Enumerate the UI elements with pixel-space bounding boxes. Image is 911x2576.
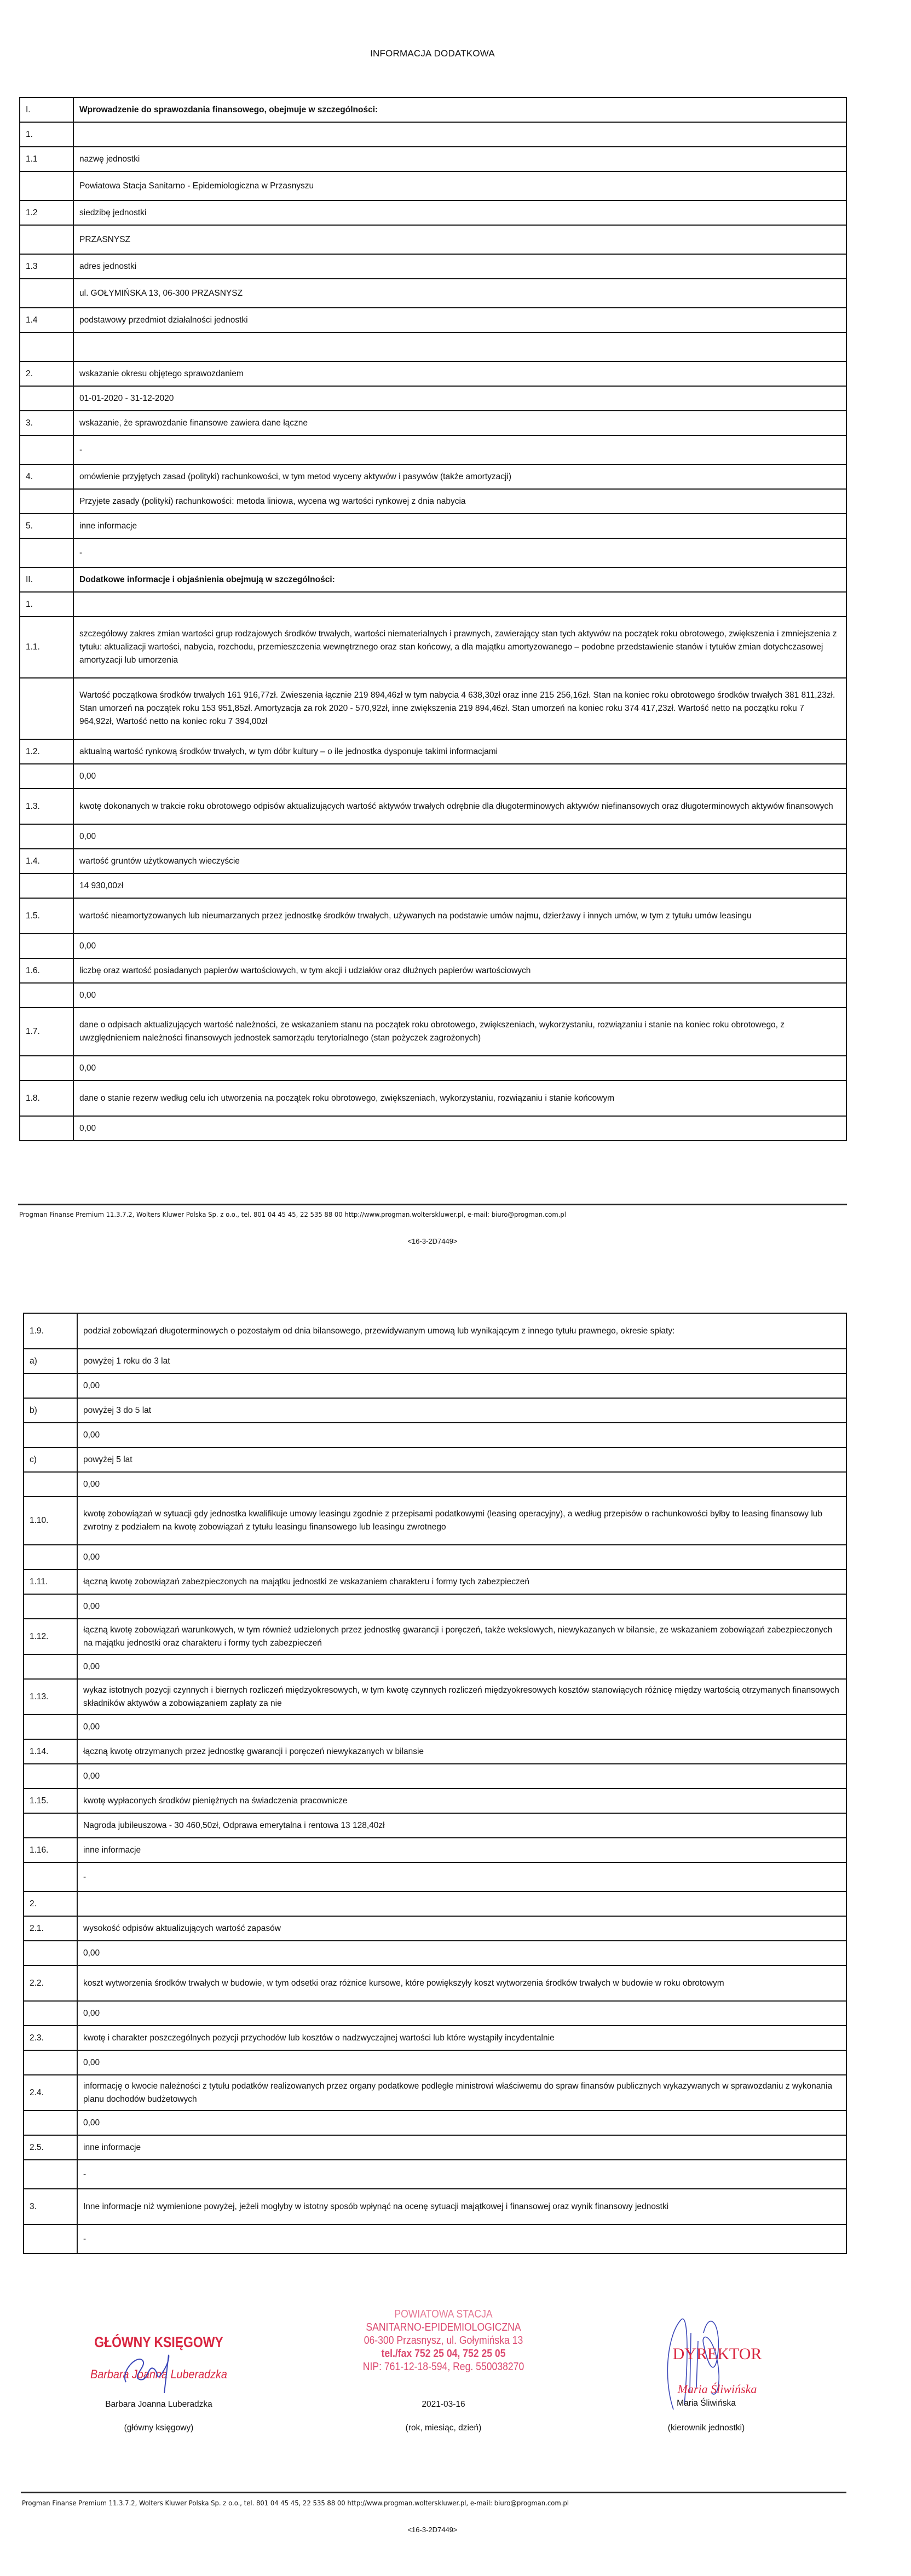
item-row: [24, 1679, 846, 1715]
director-role: (kierownik jednostki): [667, 2423, 745, 2433]
item-number: [20, 171, 73, 200]
value-row: [20, 225, 846, 254]
item-row: [24, 1965, 846, 2001]
value-row: [20, 1056, 846, 1080]
item-row: [20, 122, 846, 147]
value-row: [24, 1941, 846, 1965]
item-number: 1.3.: [20, 789, 73, 824]
stamp-line-2: SANITARNO-EPIDEMIOLOGICZNA: [366, 2321, 521, 2333]
item-number: 5.: [20, 514, 73, 538]
item-text: 01-01-2020 - 31-12-2020: [73, 386, 846, 411]
item-text: wartość nieamortyzowanych lub nieumarzanych przez jednostkę środków trwałych, używanych na podstawie umów najmu, dzierżawy i innych umów, w tym z tytułu umów leasingu: [73, 898, 846, 934]
item-text: [73, 332, 846, 361]
item-number: [20, 1056, 73, 1080]
item-number: [20, 1116, 73, 1141]
item-row: [24, 1838, 846, 1862]
item-row: [24, 1891, 846, 1916]
director-stamp-name: Maria Śliwińska: [677, 2382, 757, 2396]
item-row: [24, 1569, 846, 1594]
section-header-row: [20, 97, 846, 122]
item-number: 1.2.: [20, 739, 73, 764]
item-text: 0,00: [73, 983, 846, 1008]
report-date: 2021-03-16: [422, 2400, 465, 2409]
item-number: [20, 983, 73, 1008]
item-row: [20, 200, 846, 225]
item-row: [24, 1497, 846, 1545]
value-row: [24, 2111, 846, 2135]
item-text: -: [73, 538, 846, 567]
item-row: [20, 411, 846, 435]
item-row: [24, 1916, 846, 1941]
item-number: [20, 764, 73, 789]
value-row: [20, 171, 846, 200]
item-text: wykaz istotnych pozycji czynnych i biernych rozliczeń międzyokresowych, w tym kwotę czynnych rozliczeń międzyokresowych kosztów stanowiących różnicę między wartością otrzymanych finansowych składników aktywów a zobowiązaniem zapłaty za nie: [77, 1679, 846, 1715]
accountant-stamp-title: GŁÓWNY KSIĘGOWY: [94, 2334, 223, 2350]
item-text: Wprowadzenie do sprawozdania finansowego, obejmuje w szczególności:: [73, 97, 846, 122]
item-text: ul. GOŁYMIŃSKA 13, 06-300 PRZASNYSZ: [73, 279, 846, 308]
item-text: kwotę dokonanych w trakcie roku obrotowego odpisów aktualizujących wartość aktywów trwałych odrębnie dla długoterminowych aktywów niefinansowych oraz długoterminowych aktywów finansowych: [73, 789, 846, 824]
value-row: [20, 279, 846, 308]
value-row: [24, 1423, 846, 1447]
item-text: [77, 1891, 846, 1916]
item-number: [24, 1715, 77, 1739]
item-text: Przyjete zasady (polityki) rachunkowości: metoda liniowa, wycena wg wartości rynkowej z dnia nabycia: [73, 489, 846, 514]
footer-text-2: Progman Finanse Premium 11.3.7.2, Wolters Kluwer Polska Sp. z o.o., tel. 801 04 45 45, 22 535 88 00 http://www.progman.wolterskluwer.pl, e-mail: biuro@progman.com.pl: [22, 2499, 569, 2507]
item-number: 1.: [20, 122, 73, 147]
value-row: [20, 873, 846, 898]
value-row: [24, 1472, 846, 1497]
item-row: [20, 514, 846, 538]
item-number: [24, 1654, 77, 1679]
item-row: [20, 789, 846, 824]
item-text: aktualną wartość rynkową środków trwałych, w tym dóbr kultury – o ile jednostka dysponuje takimi informacjami: [73, 739, 846, 764]
item-text: adres jednostki: [73, 254, 846, 279]
report-date-label: (rok, miesiąc, dzień): [405, 2423, 482, 2433]
value-row: [24, 1764, 846, 1789]
item-row: [20, 958, 846, 983]
footer-divider-2: [21, 2492, 846, 2493]
item-number: 1.15.: [24, 1789, 77, 1813]
item-row: [20, 617, 846, 678]
item-text: wysokość odpisów aktualizujących wartość zapasów: [77, 1916, 846, 1941]
item-number: 2.1.: [24, 1916, 77, 1941]
item-row: [20, 592, 846, 617]
item-number: [20, 489, 73, 514]
item-text: 0,00: [77, 2001, 846, 2026]
item-number: [20, 435, 73, 464]
item-number: 1.12.: [24, 1619, 77, 1654]
item-text: 0,00: [77, 1373, 846, 1398]
item-text: informację o kwocie należności z tytułu podatków realizowanych przez organy podatkowe podległe ministrowi właściwemu do spraw finansów publicznych wykazywanych w sprawozdaniu z wykonania planu dochodów budżetowych: [77, 2075, 846, 2111]
item-number: 3.: [24, 2189, 77, 2224]
item-number: [20, 824, 73, 849]
stamp-line-4: tel./fax 752 25 04, 752 25 05: [381, 2348, 506, 2360]
item-text: 0,00: [77, 1545, 846, 1569]
item-row: [24, 1313, 846, 1349]
item-row: [20, 1008, 846, 1056]
item-number: 1.16.: [24, 1838, 77, 1862]
director-stamp: [651, 2345, 783, 2396]
item-number: [24, 2111, 77, 2135]
item-row: [24, 1739, 846, 1764]
item-row: [24, 1349, 846, 1373]
item-number: 1.8.: [20, 1080, 73, 1116]
item-text: -: [77, 1862, 846, 1891]
item-text: 0,00: [73, 1056, 846, 1080]
item-number: [24, 1472, 77, 1497]
accountant-signature-icon: [115, 2344, 181, 2393]
item-text: inne informacje: [77, 1838, 846, 1862]
item-number: c): [24, 1447, 77, 1472]
item-text: Nagroda jubileuszowa - 30 460,50zł, Odprawa emerytalna i rentowa 13 128,40zł: [77, 1813, 846, 1838]
value-row: [20, 678, 846, 739]
item-row: [20, 308, 846, 332]
item-text: szczegółowy zakres zmian wartości grup rodzajowych środków trwałych, wartości niematerialnych i prawnych, zawierający stan tych aktywów na początek roku obrotowego, zwiększenia i zmniejszenia z tytułu: aktualizacji wartości, nabycia, rozchodu, przemieszczenia wewnętrznego oraz stan końcowy, a dla majątku amortyzowanego – podobne przedstawienie stanów i tytułów zmian dotychczasowej amortyzacji lub umorzenia: [73, 617, 846, 678]
item-text: -: [77, 2224, 846, 2253]
item-text: Dodatkowe informacje i objaśnienia obejmują w szczególności:: [73, 567, 846, 592]
item-number: 1.4: [20, 308, 73, 332]
value-row: [24, 1545, 846, 1569]
footer-divider: [18, 1204, 847, 1205]
page-code-2: <16-3-2D7449>: [407, 2526, 458, 2534]
item-number: 2.5.: [24, 2135, 77, 2160]
item-text: łączną kwotę zobowiązań warunkowych, w tym również udzielonych przez jednostkę gwarancji i poręczeń, także wekslowych, niewykazanych w bilansie, ze wskazaniem zobowiązań zabezpieczonych na majątku jednostki oraz charakteru i formy tych zabezpieczeń: [77, 1619, 846, 1654]
value-row: [24, 1715, 846, 1739]
item-number: I.: [20, 97, 73, 122]
item-text: 0,00: [77, 2050, 846, 2075]
value-row: [24, 1813, 846, 1838]
value-row: [20, 983, 846, 1008]
item-number: [20, 538, 73, 567]
item-number: 1.4.: [20, 849, 73, 873]
value-row: [24, 2160, 846, 2189]
item-text: -: [77, 2160, 846, 2189]
director-stamp-title: DYREKTOR: [672, 2345, 762, 2363]
item-row: [24, 2026, 846, 2050]
item-number: [24, 2050, 77, 2075]
item-row: [24, 1619, 846, 1654]
item-number: 1.7.: [20, 1008, 73, 1056]
item-text: kwotę wypłaconych środków pieniężnych na świadczenia pracownicze: [77, 1789, 846, 1813]
item-text: 14 930,00zł: [73, 873, 846, 898]
item-text: Inne informacje niż wymienione powyżej, jeżeli mogłyby w istotny sposób wpłynąć na ocenę sytuacji majątkowej i finansowej oraz wynik finansowy jednostki: [77, 2189, 846, 2224]
value-row: [20, 764, 846, 789]
item-row: [20, 361, 846, 386]
item-text: siedzibę jednostki: [73, 200, 846, 225]
item-number: [24, 2224, 77, 2253]
item-text: 0,00: [77, 1715, 846, 1739]
accountant-stamp-name: Barbara Joanna Luberadzka: [90, 2367, 227, 2381]
item-text: podstawowy przedmiot działalności jednostki: [73, 308, 846, 332]
item-number: [24, 1941, 77, 1965]
item-text: 0,00: [77, 1594, 846, 1619]
item-text: 0,00: [77, 1941, 846, 1965]
item-number: 1.2: [20, 200, 73, 225]
table-section-1: [19, 97, 847, 1141]
item-row: [24, 2135, 846, 2160]
item-text: wartość gruntów użytkowanych wieczyście: [73, 849, 846, 873]
item-number: [24, 1423, 77, 1447]
value-row: [20, 824, 846, 849]
item-number: 1.6.: [20, 958, 73, 983]
item-text: wskazanie, że sprawozdanie finansowe zawiera dane łączne: [73, 411, 846, 435]
value-row: [24, 2001, 846, 2026]
stamp-line-5: NIP: 761-12-18-594, Reg. 550038270: [362, 2361, 524, 2373]
item-number: 2.3.: [24, 2026, 77, 2050]
item-text: Powiatowa Stacja Sanitarno - Epidemiologiczna w Przasnyszu: [73, 171, 846, 200]
stamp-line-3: 06-300 Przasnysz, ul. Gołymińska 13: [364, 2334, 523, 2347]
item-row: [24, 2075, 846, 2111]
item-row: [20, 739, 846, 764]
item-row: [20, 147, 846, 171]
item-text: 0,00: [77, 2111, 846, 2135]
item-text: 0,00: [73, 1116, 846, 1141]
item-text: Wartość początkowa środków trwałych 161 916,77zł. Zwieszenia łącznie 219 894,46zł w tym nabycia 4 638,30zł oraz inne 215 256,16zł. Stan na koniec roku obrotowego środków trwałych 381 811,23zł. Stan umorzeń na początek roku 153 951,85zł. Amortyzacja za rok 2020 - 570,92zł, inne zwiększenia 219 894,46zł. Stan umorzeń na koniec roku 374 417,23zł. Wartość netto na początku roku 7 964,92zł, Wartość netto na koniec roku 7 394,00zł: [73, 678, 846, 739]
item-number: [20, 873, 73, 898]
item-text: powyżej 1 roku do 3 lat: [77, 1349, 846, 1373]
item-text: powyżej 5 lat: [77, 1447, 846, 1472]
stamp-line-1: POWIATOWA STACJA: [394, 2308, 493, 2320]
footer-text: Progman Finanse Premium 11.3.7.2, Wolters Kluwer Polska Sp. z o.o., tel. 801 04 45 45, 22 535 88 00 http://www.progman.wolterskluwer.pl, e-mail: biuro@progman.com.pl: [19, 1210, 567, 1218]
value-row: [24, 1862, 846, 1891]
item-text: kwotę zobowiązań w sytuacji gdy jednostka kwalifikuje umowy leasingu zgodnie z przepisami podatkowymi (leasing operacyjny), a według przepisów o rachunkowości byłby to leasing finansowy lub zwrotny z podziałem na kwotę zobowiązań z tytułu leasingu finansowego lub leasingu zwrotnego: [77, 1497, 846, 1545]
item-number: 1.5.: [20, 898, 73, 934]
director-name: Maria Śliwińska: [677, 2399, 736, 2408]
item-number: [24, 1594, 77, 1619]
item-number: a): [24, 1349, 77, 1373]
document-title: INFORMACJA DODATKOWA: [370, 48, 495, 59]
value-row: [24, 1654, 846, 1679]
item-number: 1.14.: [24, 1739, 77, 1764]
item-number: [20, 332, 73, 361]
value-row: [24, 1373, 846, 1398]
value-row: [20, 332, 846, 361]
item-text: 0,00: [77, 1764, 846, 1789]
item-text: -: [73, 435, 846, 464]
item-text: 0,00: [77, 1423, 846, 1447]
item-number: b): [24, 1398, 77, 1423]
page-code: <16-3-2D7449>: [407, 1237, 458, 1245]
item-text: 0,00: [77, 1472, 846, 1497]
item-number: 1.13.: [24, 1679, 77, 1715]
item-text: koszt wytworzenia środków trwałych w budowie, w tym odsetki oraz różnice kursowe, które powiększyły koszt wytworzenia środków trwałych w budowie w roku obrotowym: [77, 1965, 846, 2001]
item-text: dane o stanie rezerw według celu ich utworzenia na początek roku obrotowego, zwiększeniach, wykorzystaniu, rozwiązaniu i stanie końcowym: [73, 1080, 846, 1116]
item-text: 0,00: [77, 1654, 846, 1679]
item-text: inne informacje: [77, 2135, 846, 2160]
value-row: [20, 386, 846, 411]
value-row: [20, 435, 846, 464]
item-row: [20, 849, 846, 873]
item-text: wskazanie okresu objętego sprawozdaniem: [73, 361, 846, 386]
item-number: [24, 1862, 77, 1891]
item-text: [73, 122, 846, 147]
item-number: 1.10.: [24, 1497, 77, 1545]
item-text: inne informacje: [73, 514, 846, 538]
item-row: [24, 1398, 846, 1423]
value-row: [20, 538, 846, 567]
value-row: [24, 2224, 846, 2253]
item-text: 0,00: [73, 764, 846, 789]
item-number: 2.: [20, 361, 73, 386]
item-number: [24, 2160, 77, 2189]
item-text: powyżej 3 do 5 lat: [77, 1398, 846, 1423]
item-number: 1.: [20, 592, 73, 617]
item-row: [24, 2189, 846, 2224]
item-number: [20, 225, 73, 254]
table-section-2: [23, 1313, 847, 2254]
section-header-row: [20, 567, 846, 592]
item-number: 2.: [24, 1891, 77, 1916]
item-number: 1.9.: [24, 1313, 77, 1349]
value-row: [24, 2050, 846, 2075]
item-number: [24, 1813, 77, 1838]
item-text: PRZASNYSZ: [73, 225, 846, 254]
item-number: 1.1.: [20, 617, 73, 678]
item-text: podział zobowiązań długoterminowych o pozostałym od dnia bilansowego, przewidywanym umową lub wynikającym z innego tytułu prawnego, okresie spłaty:: [77, 1313, 846, 1349]
value-row: [20, 489, 846, 514]
accountant-name: Barbara Joanna Luberadzka: [105, 2400, 212, 2409]
value-row: [20, 1116, 846, 1141]
item-number: [20, 678, 73, 739]
item-number: [24, 1764, 77, 1789]
institution-stamp: [342, 2308, 545, 2373]
item-number: II.: [20, 567, 73, 592]
item-text: kwotę i charakter poszczególnych pozycji przychodów lub kosztów o nadzwyczajnej wartości lub które wystąpiły incydentalnie: [77, 2026, 846, 2050]
item-text: łączną kwotę otrzymanych przez jednostkę gwarancji i poręczeń niewykazanych w bilansie: [77, 1739, 846, 1764]
item-text: liczbę oraz wartość posiadanych papierów wartościowych, w tym akcji i udziałów oraz dłużnych papierów wartościowych: [73, 958, 846, 983]
item-number: 4.: [20, 464, 73, 489]
item-row: [20, 898, 846, 934]
item-number: [24, 2001, 77, 2026]
value-row: [24, 1594, 846, 1619]
item-number: [20, 279, 73, 308]
item-number: [20, 934, 73, 958]
item-text: łączną kwotę zobowiązań zabezpieczonych na majątku jednostki ze wskazaniem charakteru i formy tych zabezpieczeń: [77, 1569, 846, 1594]
item-text: [73, 592, 846, 617]
item-number: 2.2.: [24, 1965, 77, 2001]
item-row: [20, 1080, 846, 1116]
item-row: [24, 1789, 846, 1813]
item-text: omówienie przyjętych zasad (polityki) rachunkowości, w tym metod wyceny aktywów i pasywów (także amortyzacji): [73, 464, 846, 489]
item-number: [20, 386, 73, 411]
item-number: 3.: [20, 411, 73, 435]
item-row: [20, 464, 846, 489]
item-number: [24, 1545, 77, 1569]
item-text: 0,00: [73, 824, 846, 849]
item-text: dane o odpisach aktualizujących wartość należności, ze wskazaniem stanu na początek roku obrotowego, zwiększeniach, wykorzystaniu, rozwiązaniu i stanie na koniec roku obrotowego, z uwzględnieniem należności finansowych jednostek samorządu terytorialnego (stan pożyczek zagrożonych): [73, 1008, 846, 1056]
item-text: nazwę jednostki: [73, 147, 846, 171]
accountant-role: (główny księgowy): [124, 2423, 194, 2433]
item-number: 1.3: [20, 254, 73, 279]
item-text: 0,00: [73, 934, 846, 958]
item-row: [20, 254, 846, 279]
item-row: [24, 1447, 846, 1472]
value-row: [20, 934, 846, 958]
item-number: 2.4.: [24, 2075, 77, 2111]
item-number: 1.1: [20, 147, 73, 171]
item-number: [24, 1373, 77, 1398]
item-number: 1.11.: [24, 1569, 77, 1594]
